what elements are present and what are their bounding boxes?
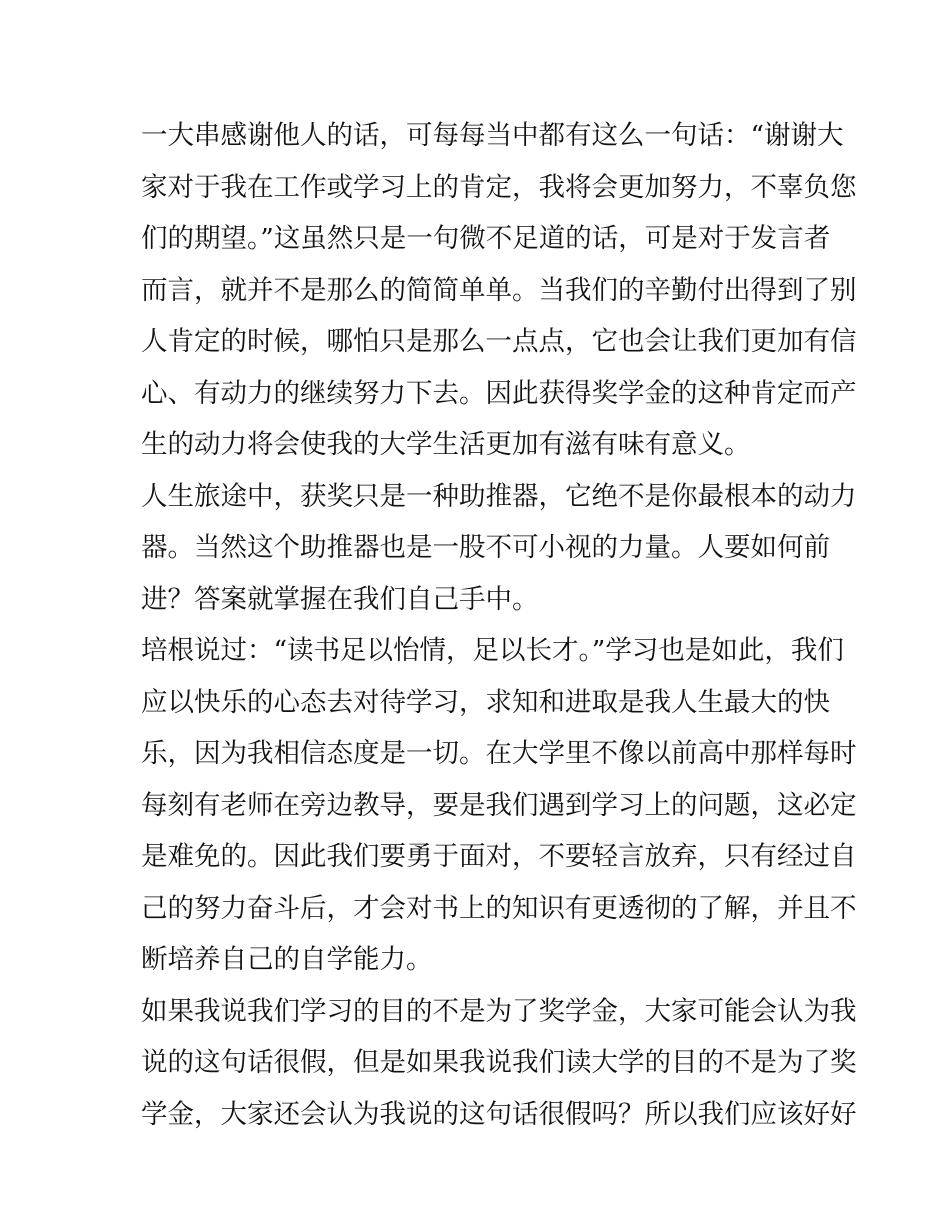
text-line: 人肯定的时候，哪怕只是那么一点点，它也会让我们更加有信 [141, 326, 857, 357]
text-line: 乐，因为我相信态度是一切。在大学里不像以前高中那样每时 [141, 738, 857, 769]
text-line: 己的努力奋斗后，才会对书上的知识有更透彻的了解，并且不 [141, 892, 857, 924]
text-line: 器。当然这个助推器也是一股不可小视的力量。人要如何前 [141, 532, 830, 563]
document-body [141, 110, 857, 1140]
text-line: 学金，大家还会认为我说的这句话很假吗？所以我们应该好好 [141, 1098, 857, 1130]
text-line: 人生旅途中，获奖只是一种助推器，它绝不是你最根本的动力 [141, 480, 857, 512]
text-line: 说的这句话很假，但是如果我说我们读大学的目的不是为了奖 [141, 1047, 857, 1078]
text-line: 而言，就并不是那么的简简单单。当我们的辛勤付出得到了别 [141, 274, 857, 306]
text-line: 心、有动力的继续努力下去。因此获得奖学金的这种肯定而产 [141, 377, 857, 409]
text-line: 如果我说我们学习的目的不是为了奖学金，大家可能会认为我 [141, 995, 857, 1027]
text-line: 进？答案就掌握在我们自己手中。 [141, 583, 539, 615]
text-line: 是难免的。因此我们要勇于面对，不要轻言放弃，只有经过自 [141, 841, 857, 872]
text-line: 应以快乐的心态去对待学习，求知和进取是我人生最大的快 [141, 686, 830, 718]
text-line: 生的动力将会使我的大学生活更加有滋有味有意义。 [141, 429, 751, 460]
text-line: 培根说过：“读书足以怡情，足以长才。”学习也是如此，我们 [141, 635, 844, 666]
text-line: 断培养自己的自学能力。 [141, 944, 433, 975]
text-line: 们的期望。”这虽然只是一句微不足道的话，可是对于发言者 [141, 223, 831, 254]
text-line: 一大串感谢他人的话，可每每当中都有这么一句话：“谢谢大 [141, 120, 844, 151]
text-line: 家对于我在工作或学习上的肯定，我将会更加努力，不辜负您 [141, 171, 857, 203]
text-line: 每刻有老师在旁边教导，要是我们遇到学习上的问题，这必定 [141, 789, 857, 821]
